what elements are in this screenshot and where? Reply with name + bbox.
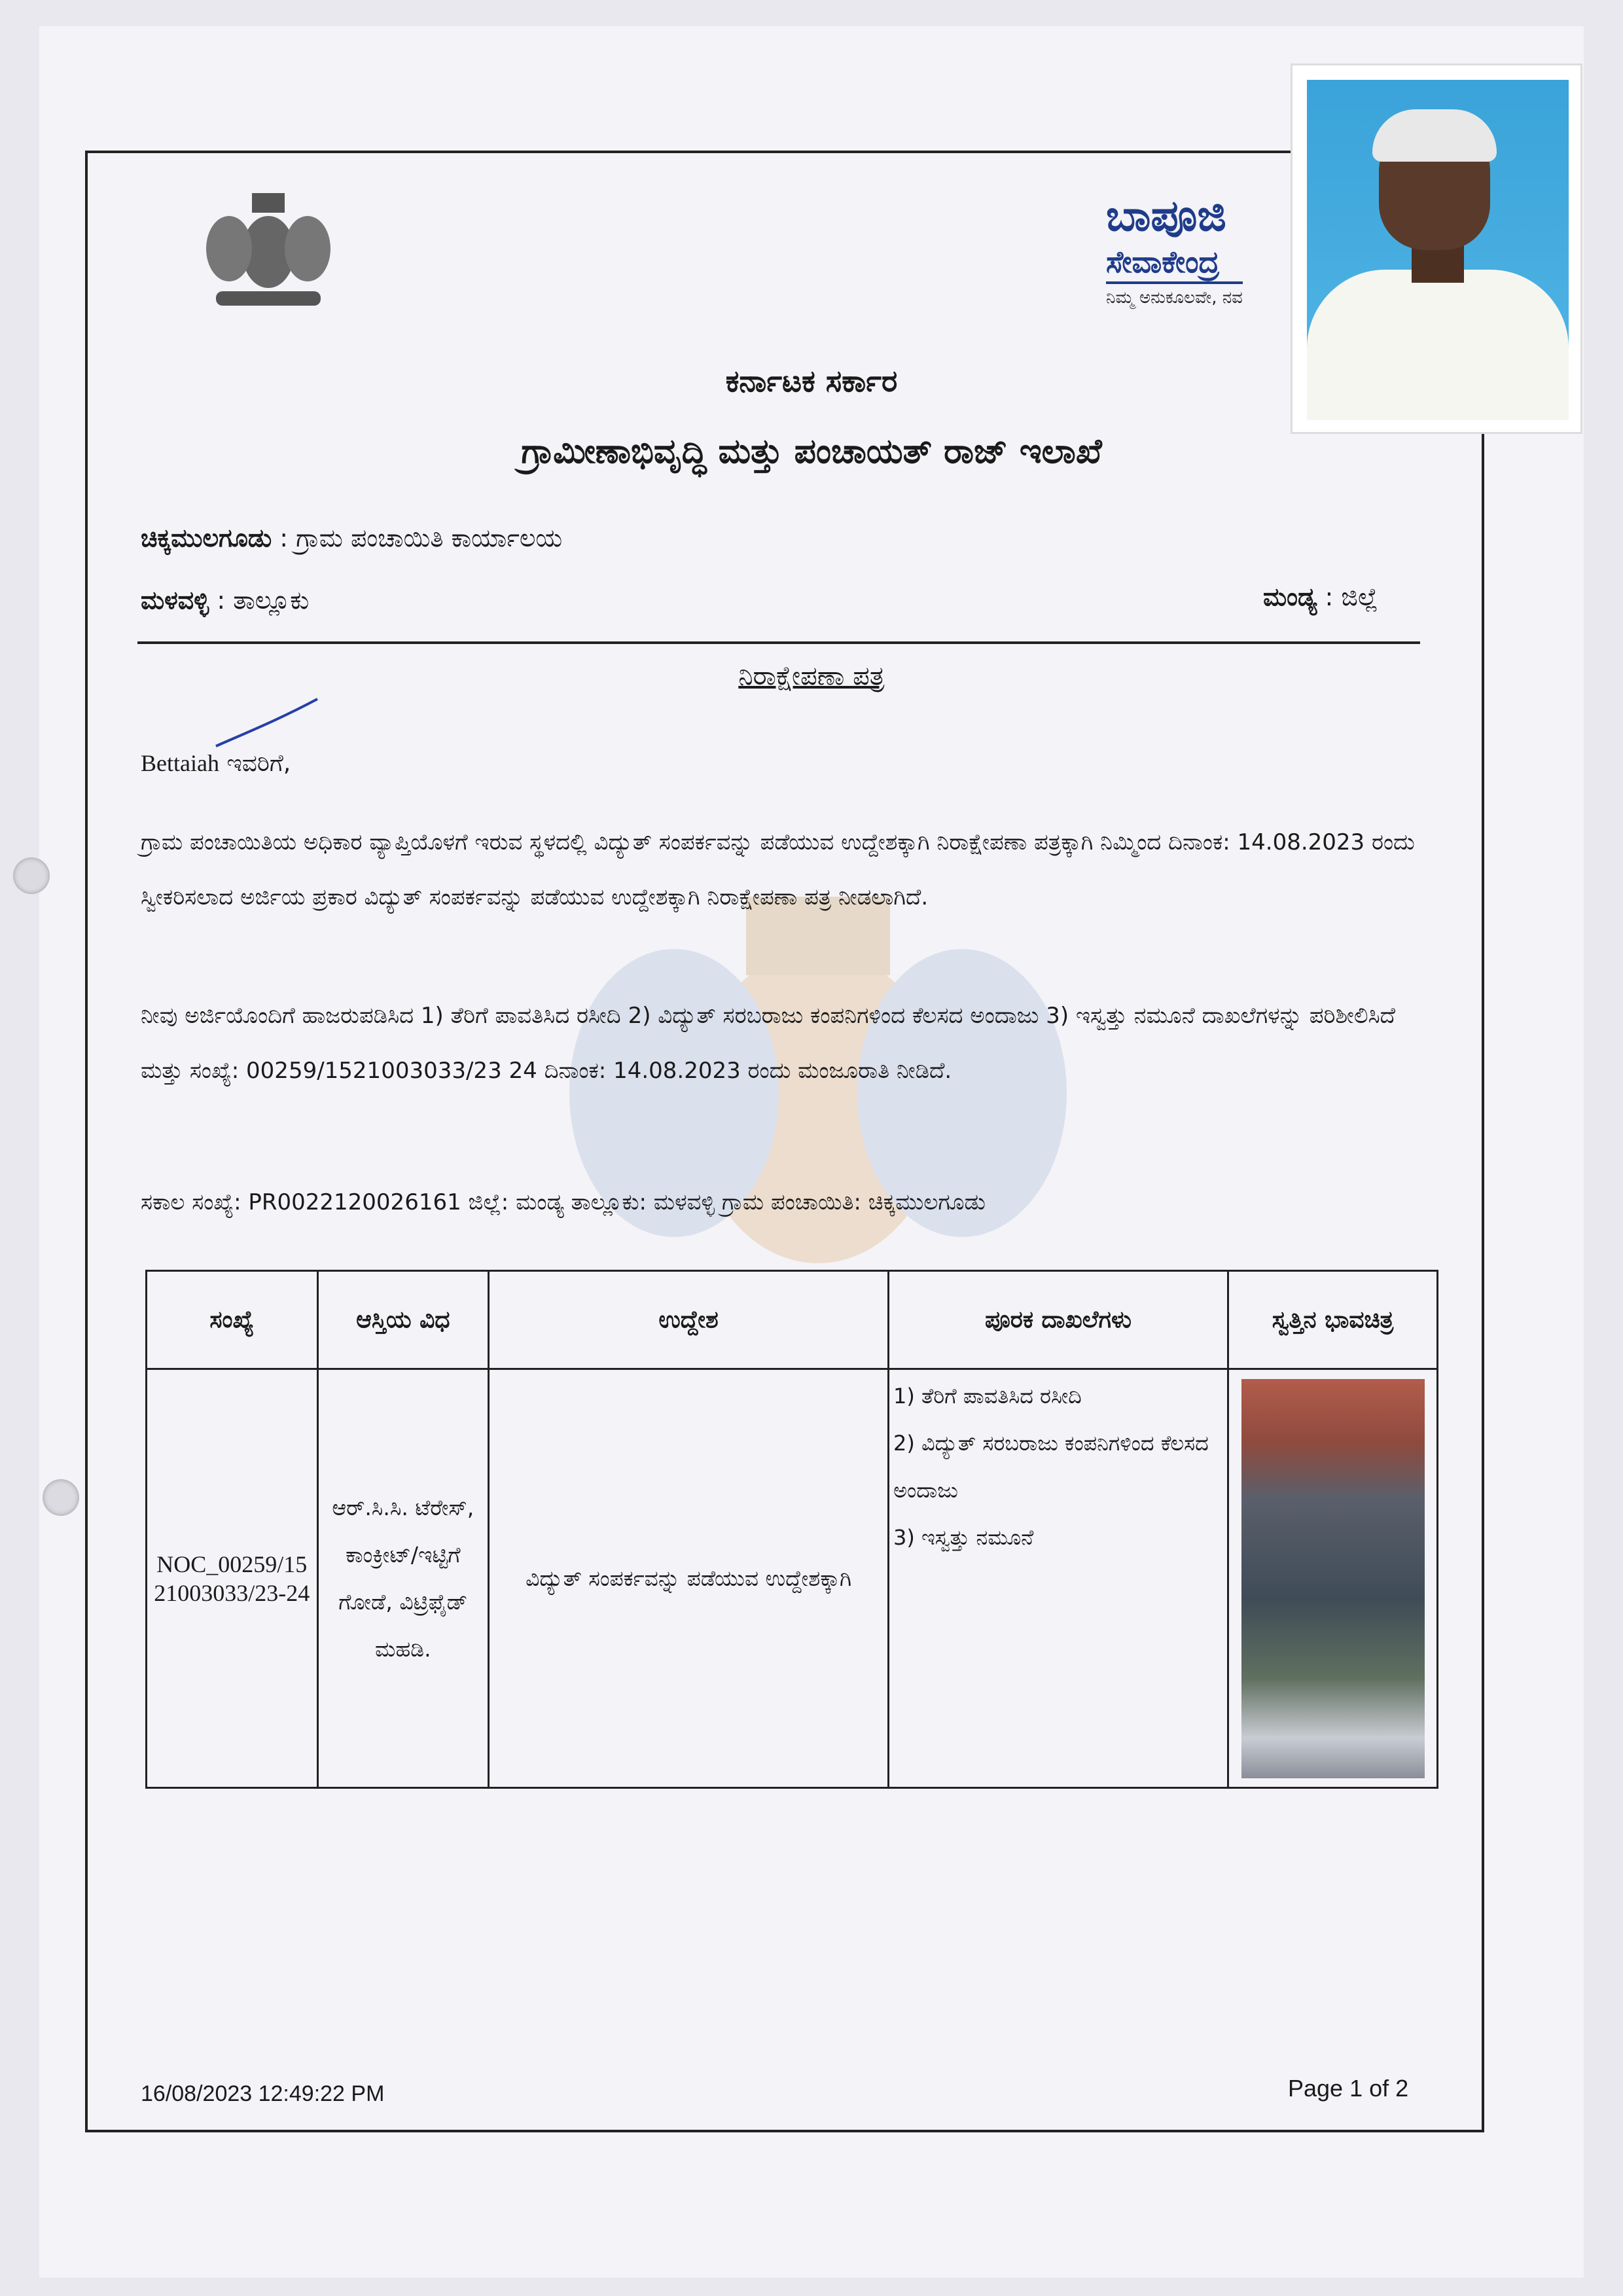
punch-hole	[43, 1479, 79, 1516]
brand-name: ಬಾಪೂಜಿ	[1106, 190, 1226, 241]
addressee-suffix: ಇವರಿಗೆ,	[219, 750, 291, 777]
list-item: 1) ತೆರಿಗೆ ಪಾವತಿಸಿದ ರಸೀದಿ	[893, 1384, 1082, 1408]
taluk-label: : ತಾಲ್ಲೂಕು	[217, 586, 310, 615]
service-centre-brand	[1106, 190, 1243, 308]
header-divider	[137, 641, 1420, 644]
list-item: 2) ವಿದ್ಯುತ್ ಸರಬರಾಜು ಕಂಪನಿಗಳಿಂದ ಕೆಲಸದ ಅಂದಾಜು	[893, 1431, 1209, 1503]
brand-subtitle: ಸೇವಾಕೇಂದ್ರ	[1106, 242, 1243, 284]
taluk-place: ಮಳವಳ್ಳಿ	[141, 586, 209, 615]
purpose: ವಿದ್ಯುತ್ ಸಂಪರ್ಕವನ್ನು ಪಡೆಯುವ ಉದ್ದೇಶಕ್ಕಾಗಿ	[489, 1369, 889, 1788]
sakala-reference: ಸಕಾಲ ಸಂಖ್ಯೆ: PR0022120026161 ಜಿಲ್ಲೆ: ಮಂಡ್ಯ ತಾಲ್ಲೂಕು: ಮಳವಳ್ಳಿ ಗ್ರಾಮ ಪಂಚಾಯಿತಿ: ಚಿಕ್ಕಮುಲಗೂಡು	[141, 1189, 986, 1215]
brand-tagline: ನಿಮ್ಮ ಅನುಕೂಲವೇ, ನವ	[1106, 288, 1243, 308]
subject-title: ನಿರಾಕ್ಷೇಪಣಾ ಪತ್ರ	[738, 661, 885, 691]
district-place: ಮಂಡ್ಯ	[1263, 583, 1317, 611]
punch-hole	[13, 857, 50, 894]
addressee-name: Bettaiah	[141, 750, 219, 776]
col-photo-header: ಸ್ವತ್ತಿನ ಭಾವಚಿತ್ರ	[1228, 1271, 1438, 1369]
table-row	[147, 1369, 1438, 1788]
property-photo-cell	[1228, 1369, 1438, 1788]
noc-number: NOC_00259/1521003033/23-24	[147, 1369, 318, 1788]
taluk-line	[141, 586, 309, 615]
body-paragraph-2: ನೀವು ಅರ್ಜಿಯೊಂದಿಗೆ ಹಾಜರುಪಡಿಸಿದ 1) ತೆರಿಗೆ ಪಾವತಿಸಿದ ರಸೀದಿ 2) ವಿದ್ಯುತ್ ಸರಬರಾಜು ಕಂಪನಿಗಳಿಂದ ಕೆಲಸದ ಅಂದಾಜು 3) ಇಸ್ವತ್ತು ನಮೂನೆ ದಾಖಲೆಗಳನ್ನು ಪರಿಶೀಲಿಸಿದೆ ಮತ್ತು ಸಂಖ್ಯೆ: 00259/1521003033/23 24 ದಿನಾಂಕ: 14.08.2023 ರಂದು ಮಂಜೂರಾತಿ ನೀಡಿದೆ.	[141, 1003, 1395, 1084]
department-title: ಗ್ರಾಮೀಣಾಭಿವೃದ್ಧಿ ಮತ್ತು ಪಂಚಾಯತ್ ರಾಜ್ ಇಲಾಖೆ	[521, 432, 1102, 471]
col-number-header: ಸಂಖ್ಯೆ	[147, 1271, 318, 1369]
page-number: Page 1 of 2	[1288, 2075, 1409, 2102]
addressee-line	[141, 749, 291, 778]
list-item: 3) ಇಸ್ವತ್ತು ನಮೂನೆ	[893, 1525, 1034, 1550]
timestamp: 16/08/2023 12:49:22 PM	[141, 2081, 385, 2106]
property-photo	[1241, 1379, 1425, 1778]
body-paragraph-1: ಗ್ರಾಮ ಪಂಚಾಯಿತಿಯ ಅಧಿಕಾರ ವ್ಯಾಪ್ತಿಯೊಳಗೆ ಇರುವ ಸ್ಥಳದಲ್ಲಿ ವಿದ್ಯುತ್ ಸಂಪರ್ಕವನ್ನು ಪಡೆಯುವ ಉದ್ದೇಶಕ್ಕಾಗಿ ನಿರಾಕ್ಷೇಪಣಾ ಪತ್ರಕ್ಕಾಗಿ ನಿಮ್ಮಿಂದ ದಿನಾಂಕ: 14.08.2023 ರಂದು ಸ್ವೀಕರಿಸಲಾದ ಅರ್ಜಿಯ ಪ್ರಕಾರ ವಿದ್ಯುತ್ ಸಂಪರ್ಕವನ್ನು ಪಡೆಯುವ ಉದ್ದೇಶಕ್ಕಾಗಿ ನಿರಾಕ್ಷೇಪಣಾ ಪತ್ರ ನೀಡಲಾಗಿದೆ.	[141, 829, 1415, 910]
supporting-documents	[888, 1369, 1228, 1788]
property-type: ಆರ್.ಸಿ.ಸಿ. ಟೆರೇಸ್, ಕಾಂಕ್ರೀಟ್/ಇಟ್ಟಿಗೆ ಗೋಡೆ, ವಿಟ್ರಿಫೈಡ್ ಮಹಡಿ.	[317, 1369, 489, 1788]
office-place: ಚಿಕ್ಕಮುಲಗೂಡು	[141, 524, 272, 552]
col-purpose-header: ಉದ್ದೇಶ	[489, 1271, 889, 1369]
property-table	[145, 1270, 1438, 1789]
pen-mark	[213, 694, 324, 753]
col-property-type-header: ಆಸ್ತಿಯ ವಿಧ	[317, 1271, 489, 1369]
table-header-row	[147, 1271, 1438, 1369]
government-title: ಕರ್ನಾಟಕ ಸರ್ಕಾರ	[725, 363, 898, 399]
district-label: : ಜಿಲ್ಲೆ	[1325, 583, 1378, 611]
district-line	[1263, 583, 1378, 612]
col-documents-header: ಪೂರಕ ದಾಖಲೆಗಳು	[888, 1271, 1228, 1369]
office-label: : ಗ್ರಾಮ ಪಂಚಾಯಿತಿ ಕಾರ್ಯಾಲಯ	[279, 524, 563, 552]
karnataka-emblem-icon	[190, 187, 347, 317]
office-line	[141, 524, 562, 553]
